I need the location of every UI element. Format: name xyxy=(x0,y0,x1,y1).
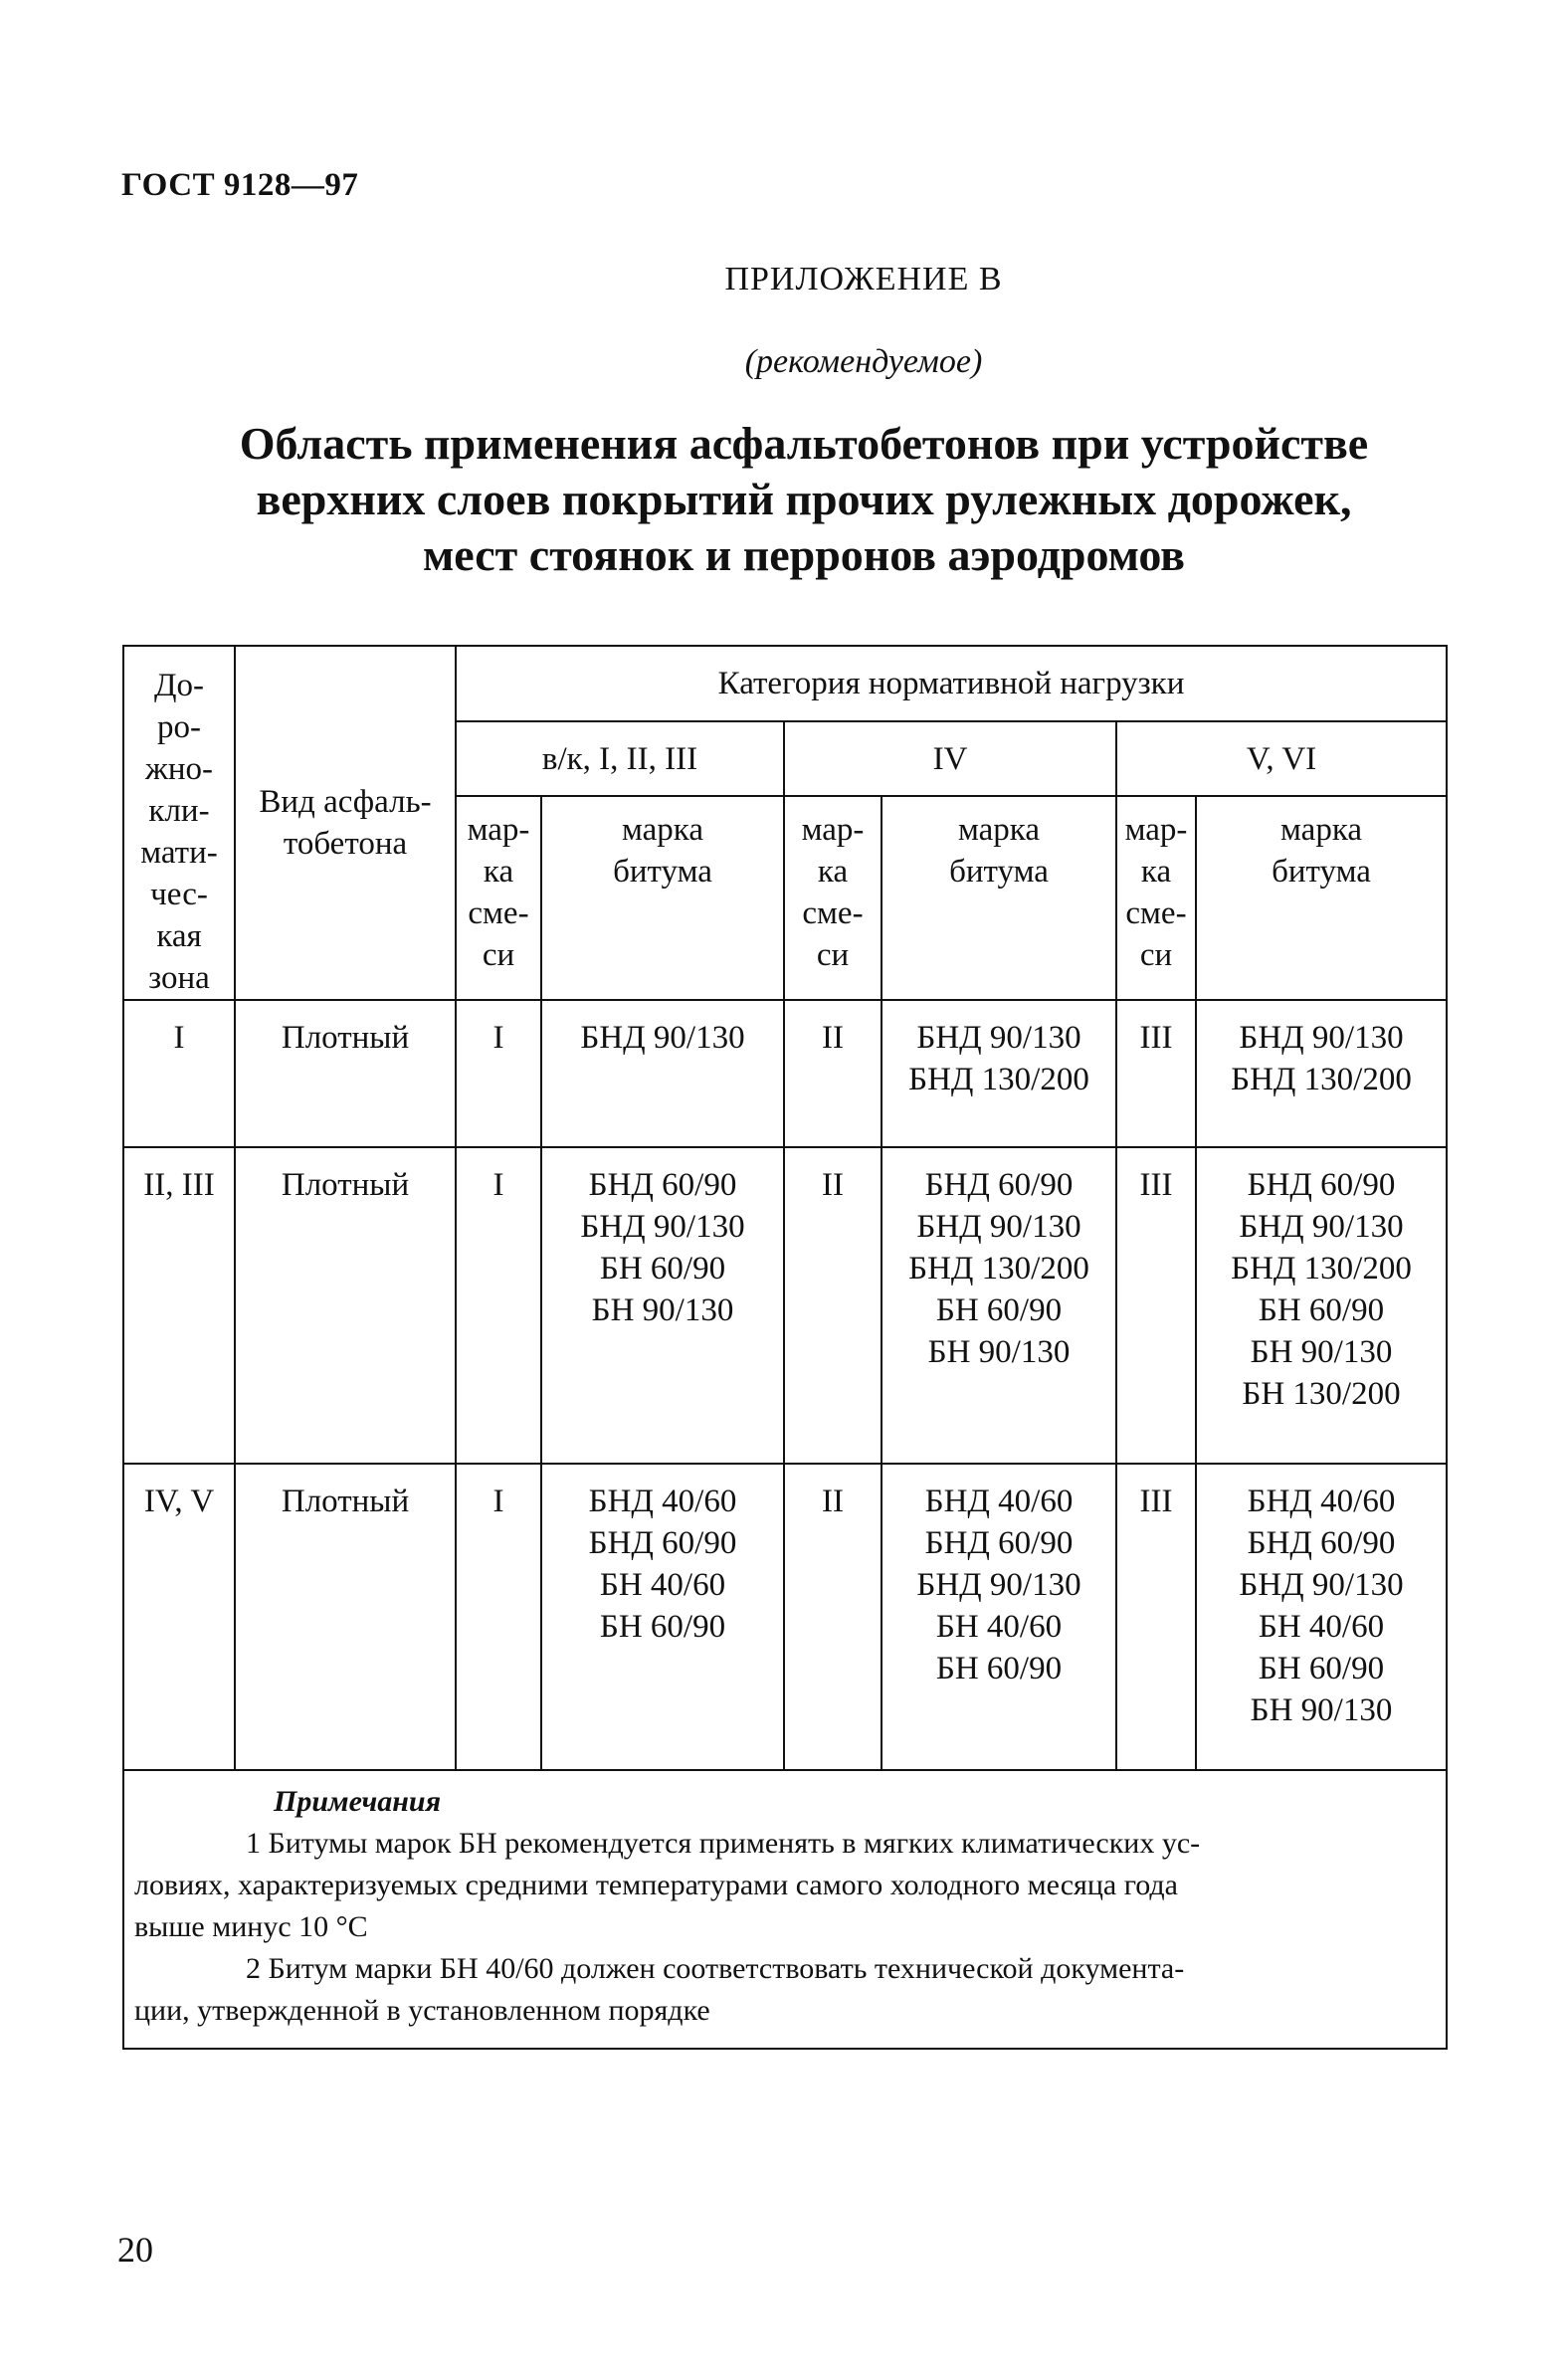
bitumen-grade: БНД 90/130 xyxy=(580,1209,745,1245)
bitumen-grade: БН 90/130 xyxy=(591,1292,734,1328)
header-text: ро- xyxy=(157,709,201,745)
bitumen-grade: БН 40/60 xyxy=(599,1567,726,1603)
bitumen-grade: БН 60/90 xyxy=(935,1292,1063,1328)
header-text: сме- xyxy=(802,894,864,931)
cell-bitumen xyxy=(882,1000,1116,1147)
cell-bitumen xyxy=(1196,1000,1447,1147)
header-text: ка xyxy=(483,853,514,890)
cell-mix: III xyxy=(1116,1147,1196,1464)
header-text: битума xyxy=(613,853,712,890)
bitumen-grade: БНД 90/130 xyxy=(1239,1020,1404,1056)
notes-row xyxy=(123,1770,1447,2049)
header-climate-zone xyxy=(123,646,235,1000)
cell-bitumen xyxy=(541,1147,784,1464)
bitumen-grade: БНД 60/90 xyxy=(1247,1167,1396,1203)
cell-mix: II xyxy=(784,1464,882,1770)
note-text: 1 Битумы марок БН рекомендуется применять в мягких климатических ус- xyxy=(246,1827,1201,1860)
cell-mix: I xyxy=(456,1000,541,1147)
page-title xyxy=(149,416,1459,583)
bitumen-grade: БНД 90/130 xyxy=(580,1020,745,1056)
header-text: марка xyxy=(1280,811,1362,848)
bitumen-grade: БНД 130/200 xyxy=(908,1251,1089,1287)
header-text: зона xyxy=(148,960,210,996)
header-text: мар- xyxy=(1124,811,1188,848)
bitumen-grade: БНД 130/200 xyxy=(908,1062,1089,1097)
cell-type: Плотный xyxy=(235,1464,456,1770)
bitumen-grade: БНД 90/130 xyxy=(916,1567,1081,1603)
header-text: До- xyxy=(154,668,204,703)
appendix-status: (рекомендуемое) xyxy=(744,343,983,380)
header-text: ка xyxy=(817,853,849,890)
cell-mix: I xyxy=(456,1147,541,1464)
cell-mix: I xyxy=(456,1464,541,1770)
header-text: чес- xyxy=(150,877,208,912)
header-text: кли- xyxy=(148,793,210,829)
header-bitumen-grade xyxy=(1196,796,1447,1000)
cell-bitumen xyxy=(882,1464,1116,1770)
cell-type: Плотный xyxy=(235,1147,456,1464)
cell-mix: II xyxy=(784,1000,882,1147)
page-number: 20 xyxy=(117,2230,153,2270)
header-bitumen-grade xyxy=(541,796,784,1000)
bitumen-grade: БН 60/90 xyxy=(599,1251,726,1287)
header-text: Вид асфаль- xyxy=(259,784,432,820)
bitumen-grade: БНД 60/90 xyxy=(1247,1525,1396,1561)
cell-zone: I xyxy=(123,1000,235,1147)
header-text: кая xyxy=(156,918,202,954)
header-text: си xyxy=(482,936,515,973)
header-text: битума xyxy=(1272,853,1371,890)
header-text: мар- xyxy=(467,811,530,848)
appendix-label: ПРИЛОЖЕНИЕ В xyxy=(724,261,1003,297)
header-text: битума xyxy=(949,853,1049,890)
cell-bitumen xyxy=(1196,1147,1447,1464)
bitumen-grade: БНД 40/60 xyxy=(924,1484,1074,1519)
cell-zone: IV, V xyxy=(123,1464,235,1770)
notes-heading: Примечания xyxy=(274,1785,442,1818)
header-mix-grade xyxy=(456,796,541,1000)
bitumen-grade: БН 130/200 xyxy=(1242,1376,1401,1412)
note-text: ции, утвержденной в установленном порядке xyxy=(134,1994,710,2027)
header-text: марка xyxy=(622,811,703,848)
bitumen-grade: БН 40/60 xyxy=(935,1609,1063,1645)
bitumen-grade: БН 60/90 xyxy=(935,1651,1063,1686)
bitumen-grade: БН 60/90 xyxy=(599,1609,726,1645)
header-text: си xyxy=(1139,936,1173,973)
header-text: марка xyxy=(958,811,1040,848)
header-group-3: V, VI xyxy=(1116,721,1447,795)
header-text: мар- xyxy=(801,811,865,848)
header-group-2: IV xyxy=(784,721,1116,795)
header-text: сме- xyxy=(468,894,529,931)
bitumen-grade: БН 90/130 xyxy=(927,1334,1071,1370)
header-row-category xyxy=(123,646,1447,721)
bitumen-grade: БНД 60/90 xyxy=(588,1167,737,1203)
bitumen-grade: БН 90/130 xyxy=(1250,1334,1393,1370)
header-asphalt-type xyxy=(235,646,456,1000)
bitumen-grade: БН 90/130 xyxy=(1250,1692,1393,1728)
table-row xyxy=(123,1000,1447,1147)
title-line: мест стоянок и перронов аэродромов xyxy=(422,529,1186,580)
header-text: си xyxy=(816,936,850,973)
bitumen-grade: БНД 90/130 xyxy=(1239,1567,1404,1603)
cell-bitumen xyxy=(1196,1464,1447,1770)
bitumen-grade: БН 60/90 xyxy=(1258,1292,1385,1328)
header-text: жно- xyxy=(145,751,213,787)
header-text: тобетона xyxy=(283,826,408,862)
bitumen-grade: БНД 90/130 xyxy=(916,1209,1081,1245)
header-bitumen-grade xyxy=(882,796,1116,1000)
note-text: выше минус 10 °С xyxy=(134,1910,368,1943)
bitumen-grade: БНД 60/90 xyxy=(924,1167,1074,1203)
header-mix-grade xyxy=(784,796,882,1000)
bitumen-grade: БНД 40/60 xyxy=(588,1484,737,1519)
bitumen-grade: БНД 60/90 xyxy=(924,1525,1074,1561)
header-group-1: в/к, I, II, III xyxy=(456,721,784,795)
document-code: ГОСТ 9128—97 xyxy=(121,167,359,203)
cell-bitumen xyxy=(882,1147,1116,1464)
cell-type: Плотный xyxy=(235,1000,456,1147)
bitumen-grade: БНД 90/130 xyxy=(916,1020,1081,1056)
bitumen-grade: БНД 130/200 xyxy=(1231,1251,1412,1287)
cell-zone: II, III xyxy=(123,1147,235,1464)
bitumen-grade: БНД 60/90 xyxy=(588,1525,737,1561)
title-line: верхних слоев покрытий прочих рулежных дорожек, xyxy=(256,474,1352,524)
bitumen-grade: БНД 130/200 xyxy=(1231,1062,1412,1097)
bitumen-grade: БН 40/60 xyxy=(1258,1609,1385,1645)
cell-mix: III xyxy=(1116,1000,1196,1147)
bitumen-grade: БНД 90/130 xyxy=(1239,1209,1404,1245)
bitumen-grade: БН 60/90 xyxy=(1258,1651,1385,1686)
header-load-category: Категория нормативной нагрузки xyxy=(456,646,1447,721)
table-row xyxy=(123,1464,1447,1770)
note-text: 2 Битум марки БН 40/60 должен соответствовать технической документа- xyxy=(246,1952,1185,1985)
notes-cell xyxy=(123,1770,1447,2049)
cell-bitumen xyxy=(541,1000,784,1147)
asphalt-application-table xyxy=(122,645,1448,2050)
note-text: ловиях, характеризуемых средними температурами самого холодного месяца года xyxy=(134,1869,1178,1901)
table-row xyxy=(123,1147,1447,1464)
header-text: мати- xyxy=(140,835,218,871)
title-line: Область применения асфальтобетонов при устройстве xyxy=(239,418,1369,469)
cell-bitumen xyxy=(541,1464,784,1770)
bitumen-grade: БНД 40/60 xyxy=(1247,1484,1396,1519)
header-mix-grade xyxy=(1116,796,1196,1000)
header-text: сме- xyxy=(1125,894,1187,931)
cell-mix: II xyxy=(784,1147,882,1464)
cell-mix: III xyxy=(1116,1464,1196,1770)
header-text: ка xyxy=(1140,853,1172,890)
